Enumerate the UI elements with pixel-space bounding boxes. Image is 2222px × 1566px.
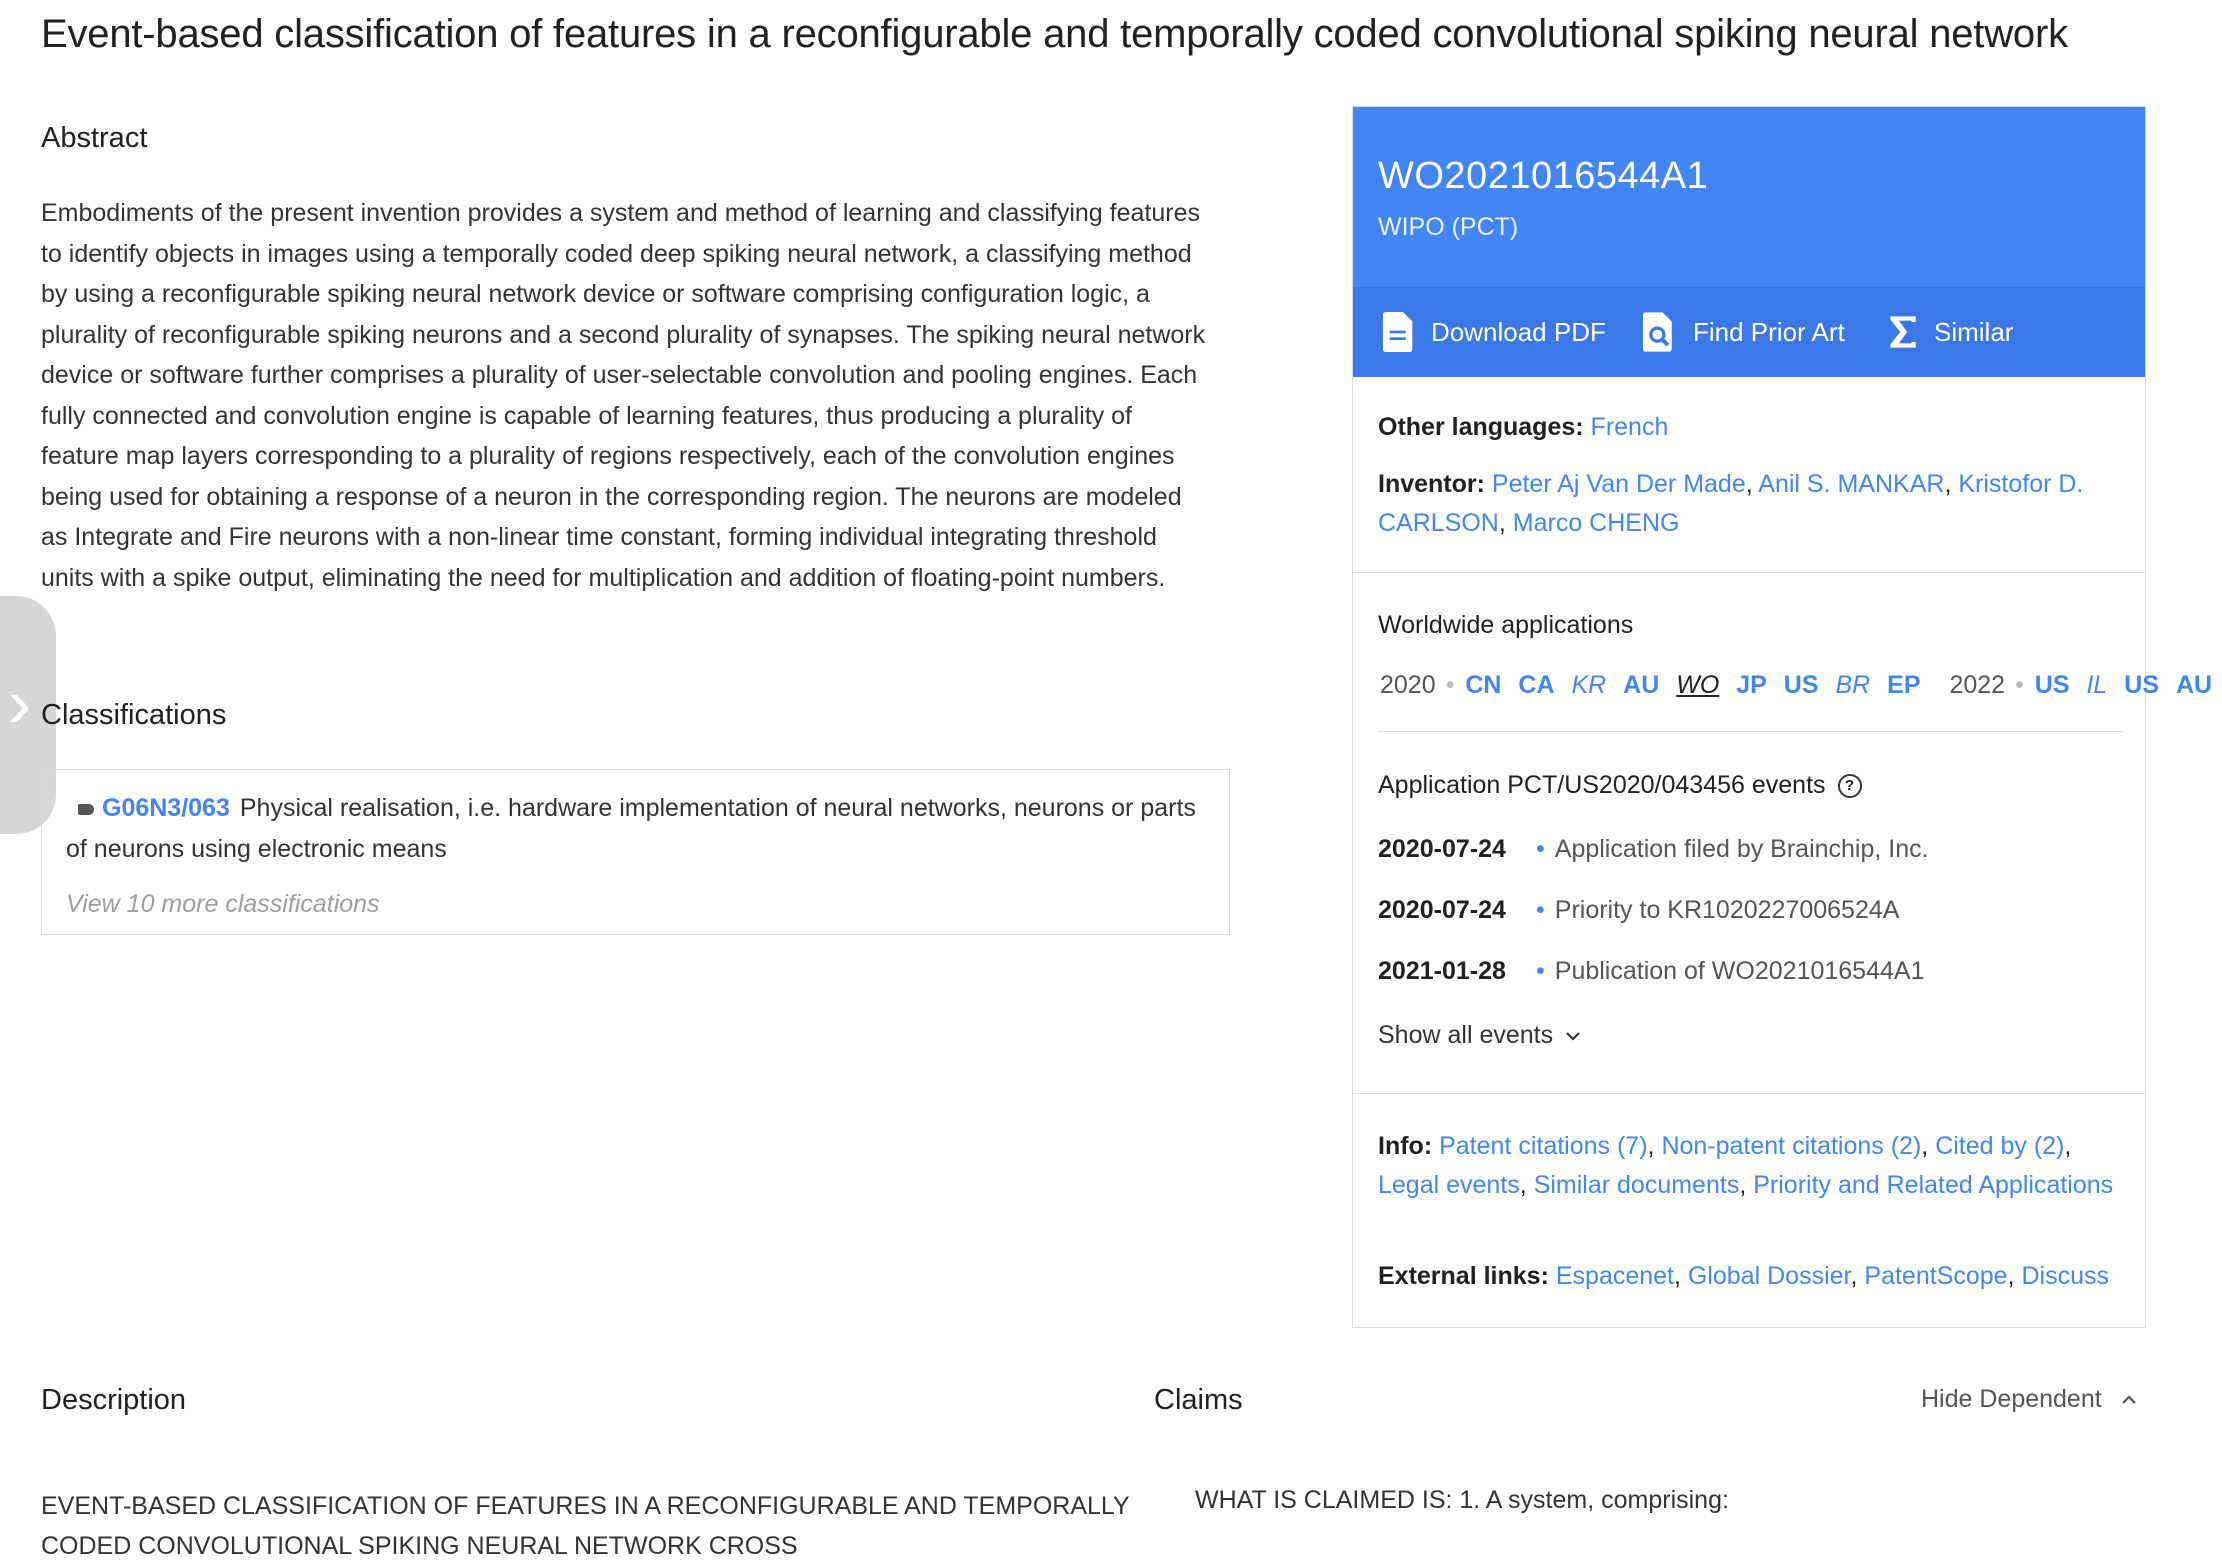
abstract-heading: Abstract	[41, 122, 148, 154]
view-more-classifications-link[interactable]: View 10 more classifications	[66, 890, 380, 918]
events-heading-row	[1378, 771, 1862, 800]
event-dot: •	[1536, 896, 1545, 924]
external-link[interactable]: PatentScope	[1864, 1262, 2008, 1290]
chevron-down-icon	[1566, 1031, 1580, 1041]
event-text: Application filed by Brainchip, Inc.	[1554, 835, 1929, 863]
download-pdf-label: Download PDF	[1431, 316, 1606, 347]
help-icon[interactable]: ?	[1838, 774, 1862, 798]
inventor-label: Inventor:	[1378, 470, 1485, 498]
download-pdf-button[interactable]	[1383, 287, 1606, 377]
chevron-up-icon	[2121, 1395, 2137, 1405]
event-dot: •	[1536, 835, 1545, 863]
classifications-box	[41, 769, 1230, 935]
external-links-row: External links: Espacenet, Global Dossier, PatentScope, Discuss	[1378, 1262, 2109, 1290]
inventors-row: Inventor: Peter Aj Van Der Made, Anil S. MANKAR, Kristofor D. CARLSON, Marco CHENG	[1378, 470, 2084, 537]
language-link-french[interactable]: French	[1590, 413, 1669, 441]
info-links-row: Info: Patent citations (7), Non-patent citations (2), Cited by (2), Legal events, Similar documents, Priority and Related Applications	[1378, 1132, 2114, 1199]
classification-item	[66, 788, 1216, 870]
country-link[interactable]: AU	[2175, 671, 2213, 699]
worldwide-heading: Worldwide applications	[1378, 611, 1634, 639]
patent-summary-card	[1352, 106, 2213, 1328]
apps-divider	[1378, 731, 2123, 732]
inventor-link[interactable]: Anil S. MANKAR	[1758, 470, 1945, 498]
external-link[interactable]: Global Dossier	[1687, 1262, 1851, 1290]
event-text: Publication of WO2021016544A1	[1554, 957, 1925, 985]
show-all-events-label: Show all events	[1378, 1021, 1554, 1049]
claims-heading: Claims	[1154, 1384, 1243, 1416]
event-text: Priority to KR1020227006524A	[1554, 896, 1900, 924]
card-divider	[1353, 1093, 2145, 1094]
external-link[interactable]: Discuss	[2021, 1262, 2109, 1290]
classification-code-link[interactable]: G06N3/063	[102, 794, 230, 822]
app-year: 2020	[1380, 671, 1436, 699]
external-link[interactable]: Espacenet	[1555, 1262, 1674, 1290]
other-languages-row	[1378, 413, 1668, 442]
event-date: 2020-07-24	[1378, 896, 1506, 924]
country-link[interactable]: IL	[2086, 671, 2108, 699]
show-all-events-button[interactable]	[1378, 1021, 1580, 1050]
country-current: WO	[1676, 671, 1720, 699]
country-link[interactable]: US	[2124, 671, 2160, 699]
worldwide-applications-row	[1380, 671, 2222, 700]
card-header	[1353, 107, 2145, 287]
event-dot: •	[1536, 957, 1545, 985]
other-languages-label: Other languages:	[1378, 413, 1584, 441]
classification-description: Physical realisation, i.e. hardware implementation of neural networks, neurons or parts of neurons using electronic means	[66, 794, 1196, 863]
country-link[interactable]: US	[1783, 671, 1819, 699]
find-prior-art-button[interactable]	[1643, 287, 1845, 377]
hide-dependent-label: Hide Dependent	[1921, 1385, 2102, 1413]
info-link[interactable]: Cited by (2)	[1935, 1132, 2065, 1160]
search-doc-icon	[1643, 312, 1677, 352]
country-link[interactable]: EP	[1887, 671, 1921, 699]
info-link[interactable]: Similar documents	[1533, 1171, 1740, 1199]
sigma-icon	[1888, 315, 1918, 349]
events-heading: Application PCT/US2020/043456 events	[1378, 771, 1826, 799]
description-text: EVENT-BASED CLASSIFICATION OF FEATURES IN A RECONFIGURABLE AND TEMPORALLY CODED CONVOLUTIONAL SPIKING NEURAL NETWORK CROSS	[41, 1492, 1130, 1560]
event-row	[1378, 835, 1929, 864]
claims-text: WHAT IS CLAIMED IS: 1. A system, comprising:	[1195, 1486, 1729, 1514]
inventor-link[interactable]: Peter Aj Van Der Made	[1491, 470, 1746, 498]
country-link[interactable]: BR	[1835, 671, 1871, 699]
publication-number: WO2021016544A1	[1378, 155, 1709, 197]
similar-label: Similar	[1934, 316, 2014, 347]
card-actions	[1353, 287, 2145, 377]
inventor-link[interactable]: Kristofor D. CARLSON	[1378, 470, 2084, 537]
country-link[interactable]: US	[2034, 671, 2070, 699]
info-label: Info:	[1378, 1132, 1433, 1160]
hide-dependent-toggle[interactable]	[1921, 1385, 2137, 1414]
card-divider	[1353, 572, 2145, 573]
find-prior-art-label: Find Prior Art	[1693, 316, 1845, 347]
info-link[interactable]: Legal events	[1378, 1171, 1520, 1199]
event-date: 2020-07-24	[1378, 835, 1506, 863]
patent-office: WIPO (PCT)	[1378, 213, 1519, 241]
separator-dot: •	[2015, 671, 2024, 699]
info-link[interactable]: Priority and Related Applications	[1753, 1171, 2114, 1199]
app-year: 2022	[1949, 671, 2006, 699]
country-link[interactable]: KR	[1571, 671, 1607, 699]
separator-dot: •	[1445, 671, 1455, 699]
info-link[interactable]: Non-patent citations (2)	[1661, 1132, 1922, 1160]
tag-icon	[78, 804, 94, 815]
event-row	[1378, 896, 1899, 925]
patent-title: Event-based classification of features in a reconfigurable and temporally coded convolutional spiking neural network	[41, 12, 2068, 56]
external-links-label: External links:	[1378, 1262, 1549, 1290]
country-link[interactable]: CA	[1518, 671, 1555, 699]
similar-button[interactable]	[1888, 287, 2013, 377]
country-link[interactable]: JP	[1736, 671, 1767, 699]
event-date: 2021-01-28	[1378, 957, 1506, 985]
country-link[interactable]: AU	[1623, 671, 1660, 699]
pdf-icon	[1383, 312, 1415, 352]
description-heading: Description	[41, 1384, 187, 1416]
classifications-heading: Classifications	[41, 699, 227, 731]
chevron-right-icon: ›	[8, 664, 32, 742]
event-row	[1378, 957, 1924, 986]
abstract-text: Embodiments of the present invention provides a system and method of learning and classifying features to identify objects in images using a temporally coded deep spiking neural network, a classifying method by using a reconfigurable spiking neural network device or software comprising configuration logic, a plurality of reconfigurable spiking neurons and a second plurality of synapses. The spiking neural network device or software further comprises a plurality of user-selectable convolution and pooling engines. Each fully connected and convolution engine is capable of learning features, thus producing a plurality of feature map layers corresponding to a plurality of regions respectively, each of the convolution engines being used for obtaining a response of a neuron in the corresponding region. The neurons are modeled as Integrate and Fire neurons with a non-linear time constant, forming individual integrating threshold units with a spike output, eliminating the need for multiplication and addition of floating-point numbers.	[41, 199, 1206, 592]
country-link[interactable]: CN	[1465, 671, 1502, 699]
info-link[interactable]: Patent citations (7)	[1439, 1132, 1648, 1160]
inventor-link[interactable]: Marco CHENG	[1512, 509, 1680, 537]
